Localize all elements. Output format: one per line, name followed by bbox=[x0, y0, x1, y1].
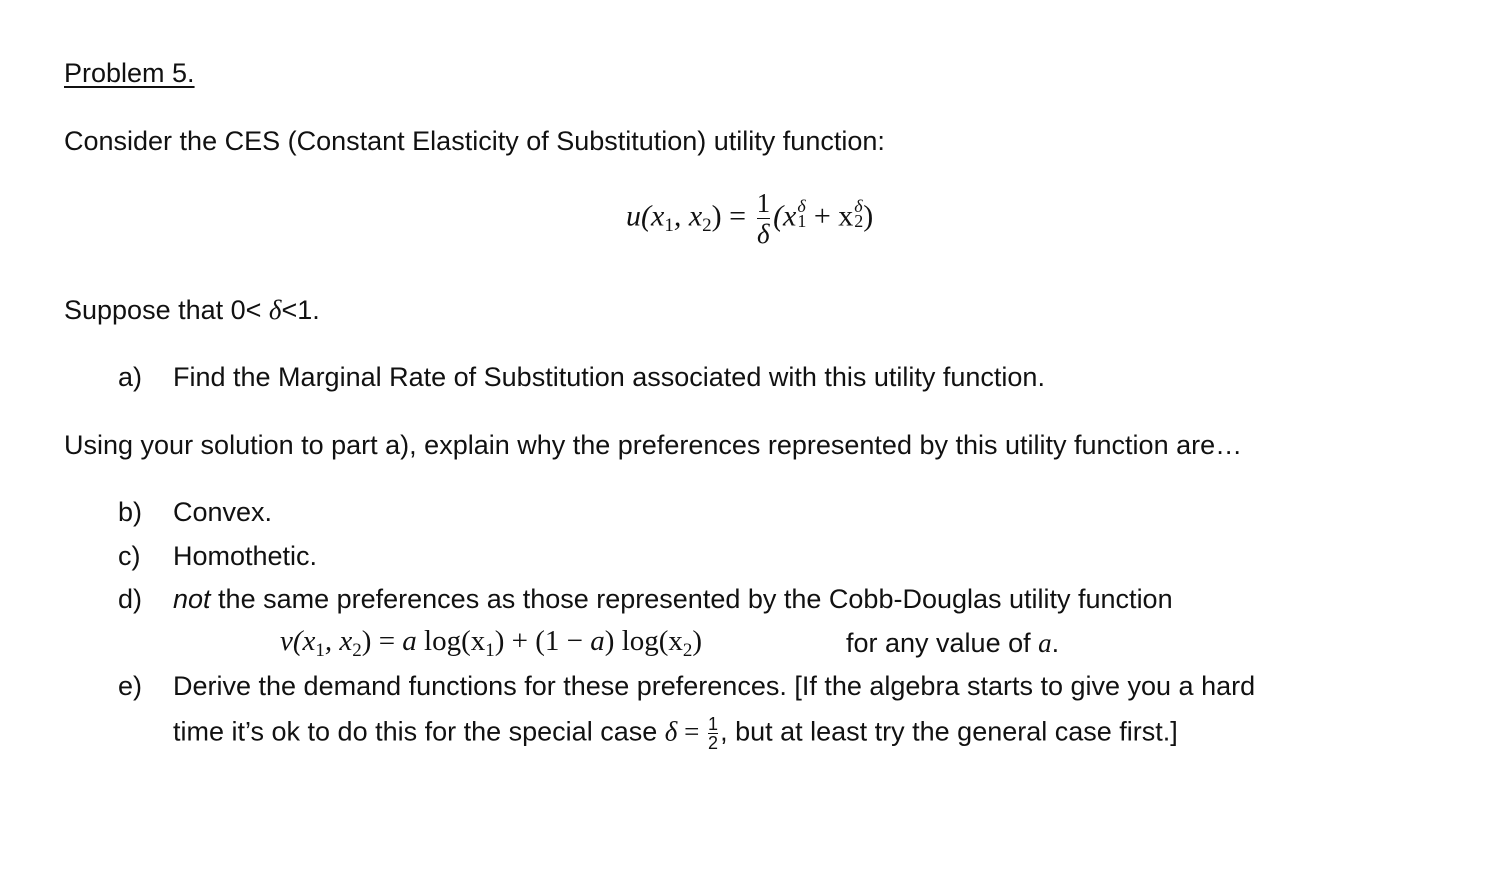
formula-sub1: 1 bbox=[664, 215, 674, 237]
item-d-rest: the same preferences as those represented by the Cobb-Douglas utility function bbox=[210, 584, 1173, 614]
item-e-line1: Derive the demand functions for these preferences. [If the algebra starts to give you a hard bbox=[173, 671, 1256, 701]
problem-title: Problem 5. bbox=[64, 58, 195, 88]
suppose-delta: δ bbox=[268, 295, 282, 325]
item-b-text: Convex. bbox=[173, 497, 273, 527]
formula-exp-idx-1: δ 1 bbox=[797, 195, 807, 231]
formula-lhs: u(x bbox=[626, 199, 665, 233]
using-text: Using your solution to part a), explain why the preferences represented by this utility function are… bbox=[64, 430, 1243, 460]
item-e-delta: δ bbox=[664, 716, 678, 747]
item-b-letter: b) bbox=[118, 497, 143, 527]
item-d-text bbox=[173, 584, 1173, 615]
item-a-letter: a) bbox=[118, 362, 143, 392]
formula-comma: , x bbox=[673, 199, 703, 233]
ces-utility-formula bbox=[626, 190, 873, 247]
formula-sub2: 2 bbox=[702, 215, 712, 237]
item-c-text: Homothetic. bbox=[173, 541, 318, 571]
formula-paren-open: (x bbox=[773, 199, 797, 233]
item-a-text: Find the Marginal Rate of Substitution associated with this utility function. bbox=[173, 362, 1045, 392]
item-e-line2: time it’s ok to do this for the special case δ = $\frac{1}{2}$ , but at least try the general case first.] bbox=[173, 714, 1178, 753]
formula-paren-close: ) bbox=[863, 199, 874, 233]
formula-equals: ) = bbox=[711, 199, 747, 233]
cobb-douglas-formula: $v(x_1$, $x_2) = a$ $\log(x_1) + (1 - a)$ $\log(x_2)$ bbox=[280, 625, 703, 661]
formula-fraction bbox=[757, 190, 771, 247]
item-e-fraction: $\frac{1}{2}$ bbox=[708, 714, 719, 753]
item-d-emphasis: not bbox=[173, 584, 211, 614]
item-c-letter: c) bbox=[118, 541, 141, 571]
formula-exp-idx-2: δ 2 bbox=[854, 195, 864, 231]
suppose-prefix: Suppose that 0< bbox=[64, 295, 269, 325]
intro-text: Consider the CES (Constant Elasticity of Substitution) utility function: bbox=[64, 126, 885, 156]
suppose-suffix: <1. bbox=[281, 295, 320, 325]
item-d-letter: d) bbox=[118, 584, 143, 614]
fraction-denominator: δ bbox=[757, 219, 770, 249]
fraction-numerator: 1 bbox=[756, 188, 771, 218]
formula-plus: + x bbox=[806, 199, 854, 233]
item-d-tail: for any value of a. bbox=[846, 628, 1060, 658]
item-e-letter: e) bbox=[118, 671, 143, 701]
suppose-line bbox=[64, 295, 320, 326]
